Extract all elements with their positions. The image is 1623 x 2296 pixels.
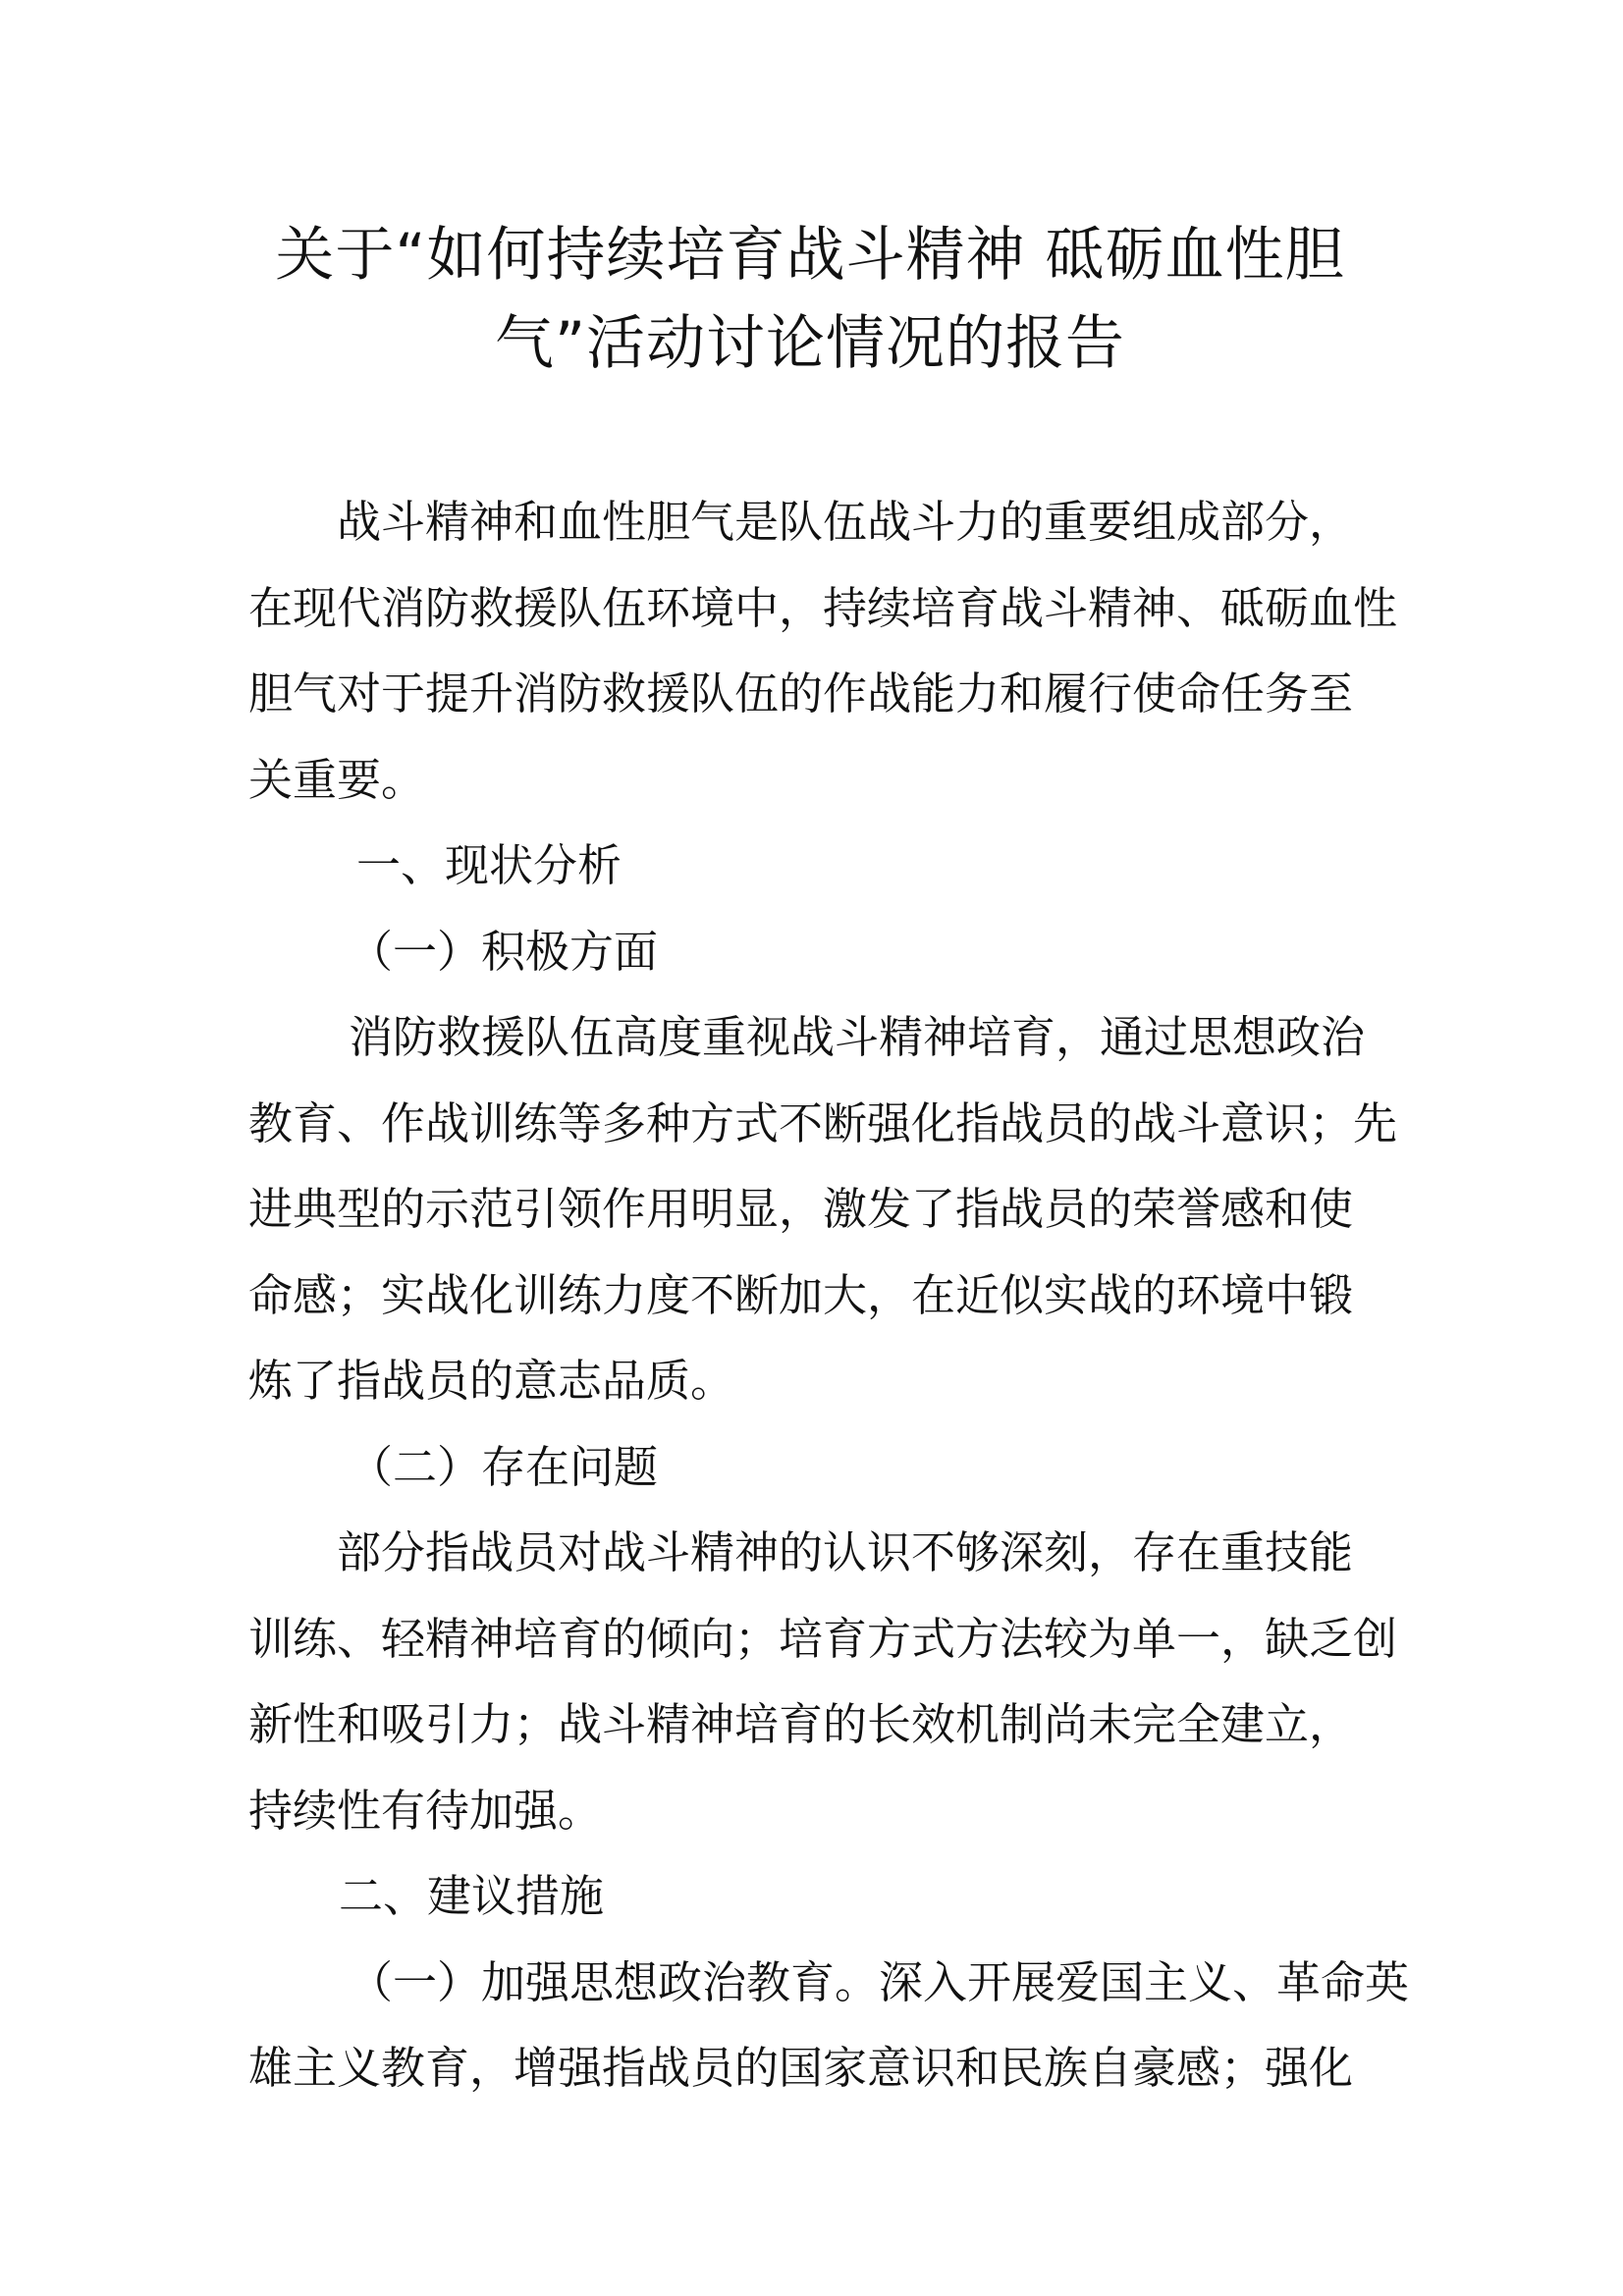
paragraph-problems-line: 新性和吸引力；战斗精神培育的长效机制尚未完全建立， (248, 1698, 1354, 1750)
paragraph-problems-line: 训练、轻精神培育的倾向；培育方式方法较为单一，缺乏创 (248, 1612, 1398, 1665)
paragraph-positive-line: 消防救援队伍高度重视战斗精神培育，通过思想政治 (349, 1011, 1366, 1063)
section-heading-suggestions: 二、建议措施 (339, 1870, 605, 1922)
paragraph-intro-line: 关重要。 (248, 753, 426, 806)
paragraph-suggestion-line: （一）加强思想政治教育。深入开展爱国主义、革命英 (349, 1955, 1410, 2008)
document-title (226, 211, 1394, 388)
subheading-positive-aspects: （一）积极方面 (349, 925, 659, 978)
paragraph-suggestion-line: 雄主义教育，增强指战员的国家意识和民族自豪感；强化 (248, 2042, 1354, 2094)
paragraph-positive-line: 教育、作战训练等多种方式不断强化指战员的战斗意识；先 (248, 1096, 1398, 1149)
paragraph-problems-line: 部分指战员对战斗精神的认识不够深刻，存在重技能 (337, 1526, 1354, 1578)
paragraph-positive-line: 炼了指战员的意志品质。 (248, 1355, 735, 1407)
paragraph-intro-line: 战斗精神和血性胆气是队伍战斗力的重要组成部分， (337, 496, 1354, 548)
paragraph-positive-line: 进典型的示范引领作用明显，激发了指战员的荣誉感和使 (248, 1183, 1354, 1235)
title-line-1: 关于“如何持续培育战斗精神 砥砺血性胆 (275, 221, 1345, 290)
paragraph-positive-line: 命感；实战化训练力度不断加大，在近似实战的环境中锻 (248, 1268, 1354, 1321)
paragraph-intro-line: 在现代消防救援队伍环境中，持续培育战斗精神、砥砺血性 (248, 581, 1398, 634)
section-heading-current-status: 一、现状分析 (356, 839, 622, 891)
paragraph-intro-line: 胆气对于提升消防救援队伍的作战能力和履行使命任务至 (248, 667, 1354, 720)
subheading-existing-problems: （二）存在问题 (349, 1440, 659, 1493)
title-line-2: 气”活动讨论情况的报告 (494, 309, 1126, 378)
paragraph-problems-line: 持续性有待加强。 (248, 1784, 603, 1837)
document-body (248, 479, 1410, 2111)
